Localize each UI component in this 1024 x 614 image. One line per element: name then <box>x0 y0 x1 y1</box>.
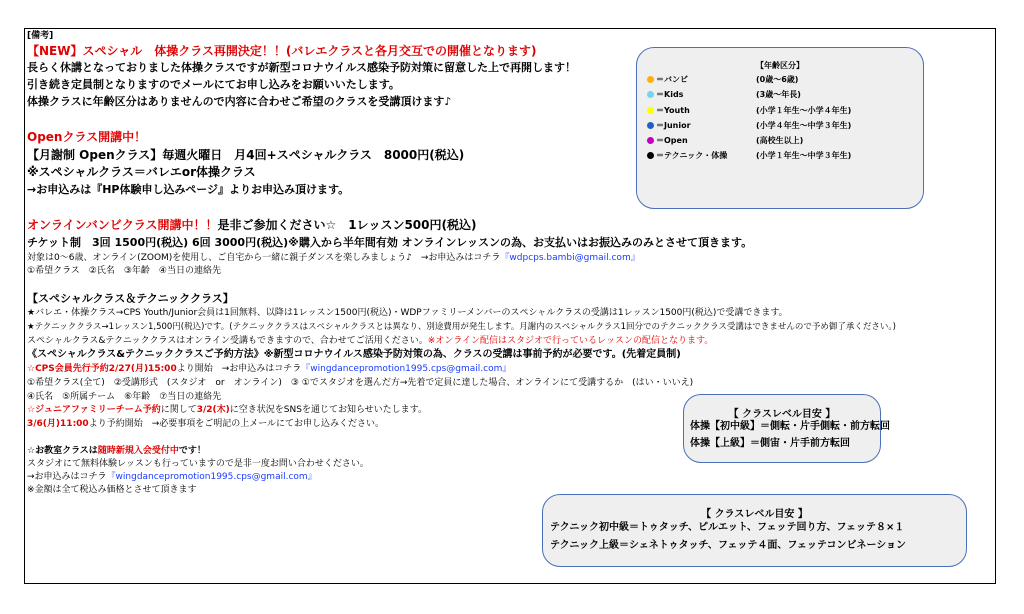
special-line-3-black: スペシャルクラス&テクニッククラスはオンライン受講もできますので、合わせてご活用ください。 <box>27 336 428 346</box>
online-bambi-ticket: チケット制 3回 1500円(税込) 6回 3000円(税込)※購入から半年間有効 オンラインレッスンの為、お支払いはお振込みのみとさせて頂きます。 <box>27 236 753 249</box>
level-box1-row-2: 体操【上級】＝側宙・片手前方転回 <box>690 438 850 449</box>
online-bambi-target-text: 対象は0～6歳、オンライン(ZOOM)を使用し、ご自宅から一緒に親子ダンスを楽しみましょう♪ →お申込みはコチラ <box>27 253 501 263</box>
age-row-name: ＝Kids <box>656 90 684 99</box>
dot-icon <box>647 76 654 83</box>
age-row-range: (小学１年生～中学３年生) <box>756 151 852 160</box>
age-row-technique <box>647 152 851 160</box>
dot-icon <box>647 152 654 159</box>
age-row-name: ＝Open <box>656 136 688 145</box>
age-row-bambi <box>647 76 798 84</box>
special-line-9-red: 3/6(月)11:00 <box>27 419 89 429</box>
special-line-5-red: ☆CPS会員先行予約2/27(月)15:00 <box>27 364 177 374</box>
age-row-range: (0歳～6歳) <box>756 75 799 84</box>
special-line-8-red: ☆ジュニアファミリーチーム予約 <box>27 405 161 415</box>
level-box1-title: 【 クラスレベル目安 】 <box>728 409 836 420</box>
online-bambi-heading <box>27 219 476 231</box>
age-row-range: (小学１年生～小学４年生) <box>756 106 852 115</box>
online-bambi-email-link[interactable]: 『wdpcps.bambi@gmail.com』 <box>500 253 640 263</box>
special-line-1: ★バレエ・体操クラス→CPS Youth/Junior会員は1回無料、以降は1レッスン1500円(税込)・WDPファミリーメンバーのスペシャルクラスの受講は1レッスン1500円(税込)で受講できます。 <box>27 308 788 318</box>
new-heading: 【NEW】スペシャル 体操クラス再開決定！！(バレエクラスと各月交互での開催となります) <box>27 44 537 58</box>
special-line-6: ①希望クラス(全て) ②受講形式 (スタジオ or オンライン) ③ ①でスタジオを選んだ方→先着で定員に達した場合、オンラインにて受講するか (はい・いいえ) <box>27 378 694 388</box>
enrollment-line-1-black: ☆お教室クラスは <box>27 446 98 456</box>
enrollment-line-4: ※金額は全て税込み価格とさせて頂きます <box>27 485 197 495</box>
age-row-range: (3歳～年長) <box>756 90 801 99</box>
open-class-line-1: 【月謝制 Openクラス】毎週火曜日 月4回+スペシャルクラス 8000円(税込) <box>27 148 465 162</box>
special-line-8-red2: 3/2(木) <box>196 405 230 415</box>
open-class-line-2: ※スペシャルクラス＝バレエor体操クラス <box>27 165 256 179</box>
age-box-title: 【年齢区分】 <box>756 61 804 70</box>
online-bambi-fields: ①希望クラス ②氏名 ③年齢 ④当日の連絡先 <box>27 266 222 276</box>
enrollment-line-1-red: 随時新規入会受付中 <box>97 446 179 456</box>
enrollment-line-3-black: →お申込みはコチラ <box>27 472 107 482</box>
age-row-open <box>647 137 803 145</box>
open-class-heading: Openクラス開講中！ <box>27 130 147 144</box>
age-row-junior <box>647 122 851 130</box>
special-line-9 <box>27 420 384 429</box>
online-bambi-target <box>27 254 640 263</box>
level-box2-row-2: テクニック上級＝シェネトゥタッチ、フェッテ４面、フェッテコンビネーション <box>550 540 907 551</box>
age-row-name: ＝Junior <box>656 121 691 130</box>
dot-icon <box>647 137 654 144</box>
level-box2-title: 【 クラスレベル目安 】 <box>701 509 808 520</box>
age-row-range: (小学４年生～中学３年生) <box>756 121 852 130</box>
age-row-youth <box>647 107 851 115</box>
age-row-name: ＝Youth <box>656 106 690 115</box>
age-row-kids <box>647 91 801 99</box>
technique-level-box <box>542 494 967 567</box>
special-technique-heading: 【スペシャルクラス＆テクニッククラス】 <box>27 292 234 305</box>
special-line-8-black2: に空き状況をSNSを通じてお知らせいたします。 <box>229 405 427 415</box>
enrollment-email-link[interactable]: 『wingdancepromotion1995.cps@gmail.com』 <box>106 472 317 482</box>
enrollment-line-2: スタジオにて無料体験レッスンも行っていますので是非一度お問い合わせください。 <box>27 459 369 469</box>
special-line-3 <box>27 337 713 346</box>
age-classification-box <box>636 47 924 209</box>
age-row-name: ＝バンビ <box>656 75 688 84</box>
open-class-line-3: →お申込みは『HP体験申し込みページ』よりお申込み頂けます。 <box>27 183 350 196</box>
dot-icon <box>647 122 654 129</box>
level-box2-row-1: テクニック初中級＝トゥタッチ、ピルエット、フェッテ回り方、フェッテ８×１ <box>550 522 905 533</box>
enrollment-line-1-black2: です！ <box>178 446 206 456</box>
level-box1-row-1: 体操【初中級】＝側転・片手側転・前方転回 <box>690 421 890 432</box>
special-line-2: ★テクニッククラス→1レッスン1,500円(税込)です。(テクニッククラスはスペシャルクラスとは異なり、別途費用が発生します。月謝内のスペシャルクラス1回分でのテクニッククラス受講はできませんので予め御了承ください。) <box>27 322 896 332</box>
age-row-name: ＝テクニック・体操 <box>656 151 728 160</box>
special-line-4: 《スペシャルクラス&テクニッククラスご予約方法》※新型コロナウイルス感染予防対策の為、クラスの受講は事前予約が必要です。(先着定員制) <box>27 349 681 360</box>
special-line-8 <box>27 406 427 415</box>
special-line-5-black: より開始 →お申込みはコチラ <box>176 364 302 374</box>
dot-icon <box>647 91 654 98</box>
enrollment-line-1 <box>27 447 206 456</box>
special-line-7: ④氏名 ⑤所属チーム ⑥年齢 ⑦当日の連絡先 <box>27 392 222 402</box>
enrollment-line-3 <box>27 473 317 482</box>
gymnastics-level-box <box>683 394 890 463</box>
new-body-line-3: 体操クラスに年齢区分はありませんので内容に合わせご希望のクラスを受講頂けます♪ <box>27 95 452 108</box>
new-body-line-2: 引き続き定員制となりますのでメールにてお申し込みをお願いいたします。 <box>27 78 400 91</box>
special-line-8-black: に関して <box>160 405 197 415</box>
new-body-line-1: 長らく休講となっておりました体操クラスですが新型コロナウイルス感染予防対策に留意した上で再開します！ <box>27 61 577 74</box>
special-line-3-red: ※オンライン配信はスタジオで行っているレッスンの配信となります。 <box>427 336 714 346</box>
special-line-5 <box>27 365 511 374</box>
dot-icon <box>647 107 654 114</box>
age-row-range: (高校生以上) <box>756 136 804 145</box>
special-line-5-email-link[interactable]: 『wingdancepromotion1995.cps@gmail.com』 <box>301 364 512 374</box>
online-bambi-heading-black: 是非ご参加ください☆ 1レッスン500円(税込) <box>217 218 477 232</box>
remarks-header: [備考] <box>27 31 54 41</box>
special-line-9-black: より予約開始 →必要事項をご明記の上メールにてお申し込みください。 <box>88 419 385 429</box>
online-bambi-heading-red: オンラインバンビクラス開講中！！ <box>27 218 218 232</box>
